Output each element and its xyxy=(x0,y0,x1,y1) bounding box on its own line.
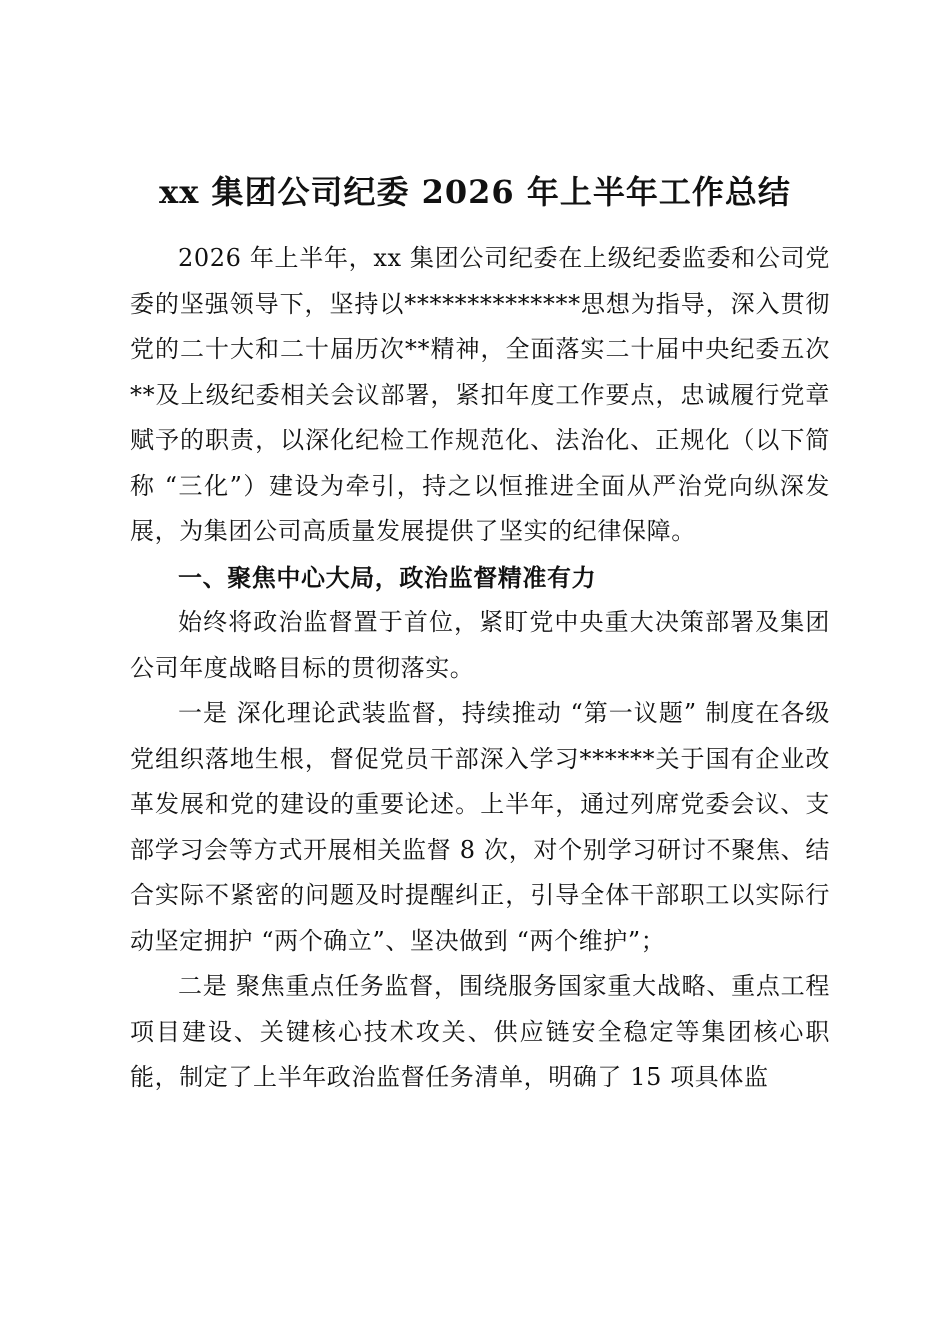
document-title: xx 集团公司纪委 2026 年上半年工作总结 xyxy=(159,173,791,211)
section-1-item-2: 二是 聚焦重点任务监督，围绕服务国家重大战略、重点工程项目建设、关键核心技术攻关、供应链安全稳定等集团核心职能，制定了上半年政治监督任务清单，明确了 15 项具体监 xyxy=(130,972,830,1091)
section-1-paragraph: 始终将政治监督置于首位，紧盯党中央重大决策部署及集团公司年度战略目标的贯彻落实。 xyxy=(130,608,830,682)
section-1-item-1: 一是 深化理论武装监督，持续推动 “第一议题” 制度在各级党组织落地生根，督促党员干部深入学习******关于国有企业改革发展和党的建设的重要论述。上半年，通过列席党委会议、支部学习会等方式开展相关监督 8 次，对个别学习研讨不聚焦、结合实际不紧密的问题及时提醒纠正，引导全体干部职工以实际行动坚定拥护 “两个确立”、坚决做到 “两个维护”； xyxy=(130,699,830,955)
intro-paragraph: 2026 年上半年，xx 集团公司纪委在上级纪委监委和公司党委的坚强领导下，坚持以**************思想为指导，深入贯彻党的二十大和二十届历次**精神，全面落实二十届中央纪委五次**及上级纪委相关会议部署，紧扣年度工作要点，忠诚履行党章赋予的职责，以深化纪检工作规范化、法治化、正规化（以下简称 “三化”）建设为牵引，持之以恒推进全面从严治党向纵深发展，为集团公司高质量发展提供了坚实的纪律保障。 xyxy=(130,244,830,545)
section-heading-1: 一、聚焦中心大局，政治监督精准有力 xyxy=(178,562,597,592)
document-body xyxy=(130,236,830,1101)
